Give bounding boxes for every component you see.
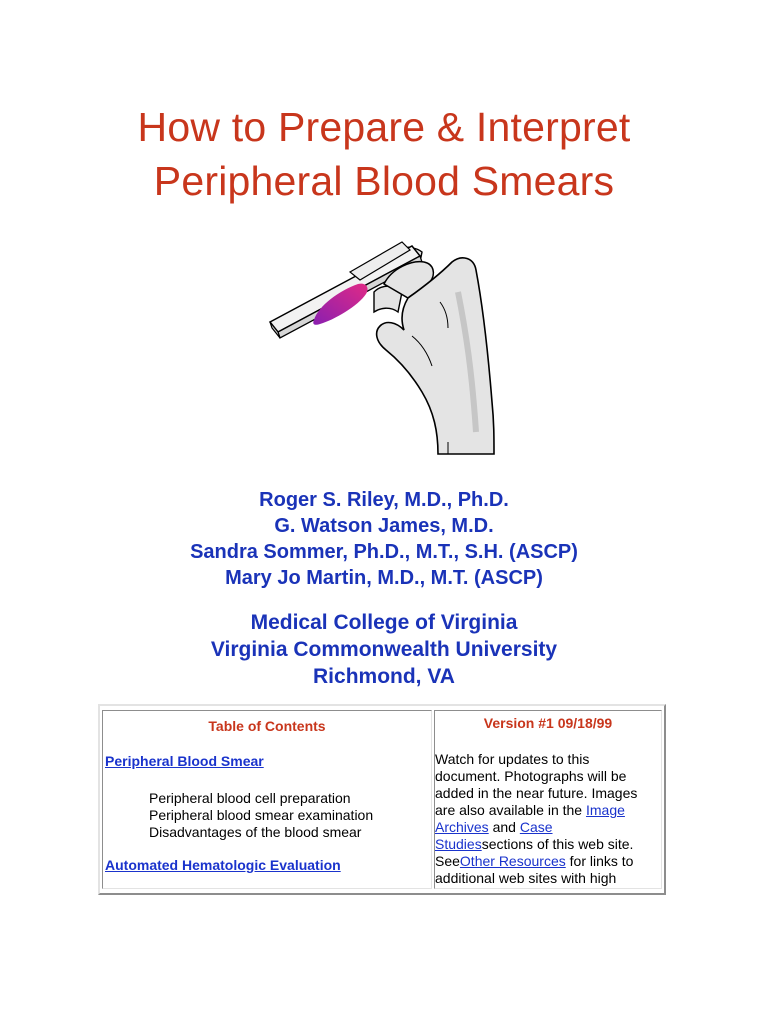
toc-subitem: Peripheral blood cell preparation bbox=[149, 790, 351, 806]
link-case-studies[interactable]: Studies bbox=[435, 836, 482, 852]
institution-college: Medical College of Virginia bbox=[250, 611, 518, 634]
link-other-resources[interactable]: Other Resources bbox=[459, 853, 566, 869]
page-title bbox=[0, 100, 768, 208]
institution-university: Virginia Commonwealth University bbox=[210, 638, 558, 661]
link-automated-hematologic-evaluation[interactable]: Automated Hematologic Evaluation bbox=[105, 857, 341, 873]
contents-table bbox=[98, 704, 666, 895]
link-image-archives[interactable]: Image bbox=[586, 802, 625, 818]
version-heading: Version #1 09/18/99 bbox=[483, 715, 613, 731]
author-list bbox=[0, 487, 768, 591]
version-cell bbox=[434, 710, 662, 889]
toc-subitems bbox=[149, 790, 373, 841]
title-line-1: How to Prepare & Interpret bbox=[137, 104, 631, 150]
institution-block bbox=[0, 609, 768, 690]
link-peripheral-blood-smear[interactable]: Peripheral Blood Smear bbox=[105, 753, 264, 769]
institution-city: Richmond, VA bbox=[313, 665, 455, 688]
link-case-studies[interactable]: Case bbox=[519, 819, 553, 835]
blood-smear-slide-illustration bbox=[262, 232, 502, 457]
link-image-archives[interactable]: Archives bbox=[435, 819, 489, 835]
author-name: Sandra Sommer, Ph.D., M.T., S.H. (ASCP) bbox=[190, 541, 578, 563]
author-name: Mary Jo Martin, M.D., M.T. (ASCP) bbox=[225, 567, 543, 589]
author-name: Roger S. Riley, M.D., Ph.D. bbox=[259, 489, 509, 511]
table-of-contents-cell bbox=[102, 710, 432, 889]
author-name: G. Watson James, M.D. bbox=[274, 515, 494, 537]
version-notice: Watch for updates to this document. Photographs will be added in the near future. Images are also available in the Image Archives and Case Studiessections of this web site. SeeOther Resources for links to additional web sites with high bbox=[435, 751, 638, 886]
toc-subitem: Disadvantages of the blood smear bbox=[149, 824, 362, 840]
title-line-2: Peripheral Blood Smears bbox=[153, 158, 615, 204]
toc-heading: Table of Contents bbox=[208, 718, 326, 734]
toc-subitem: Peripheral blood smear examination bbox=[149, 807, 374, 823]
